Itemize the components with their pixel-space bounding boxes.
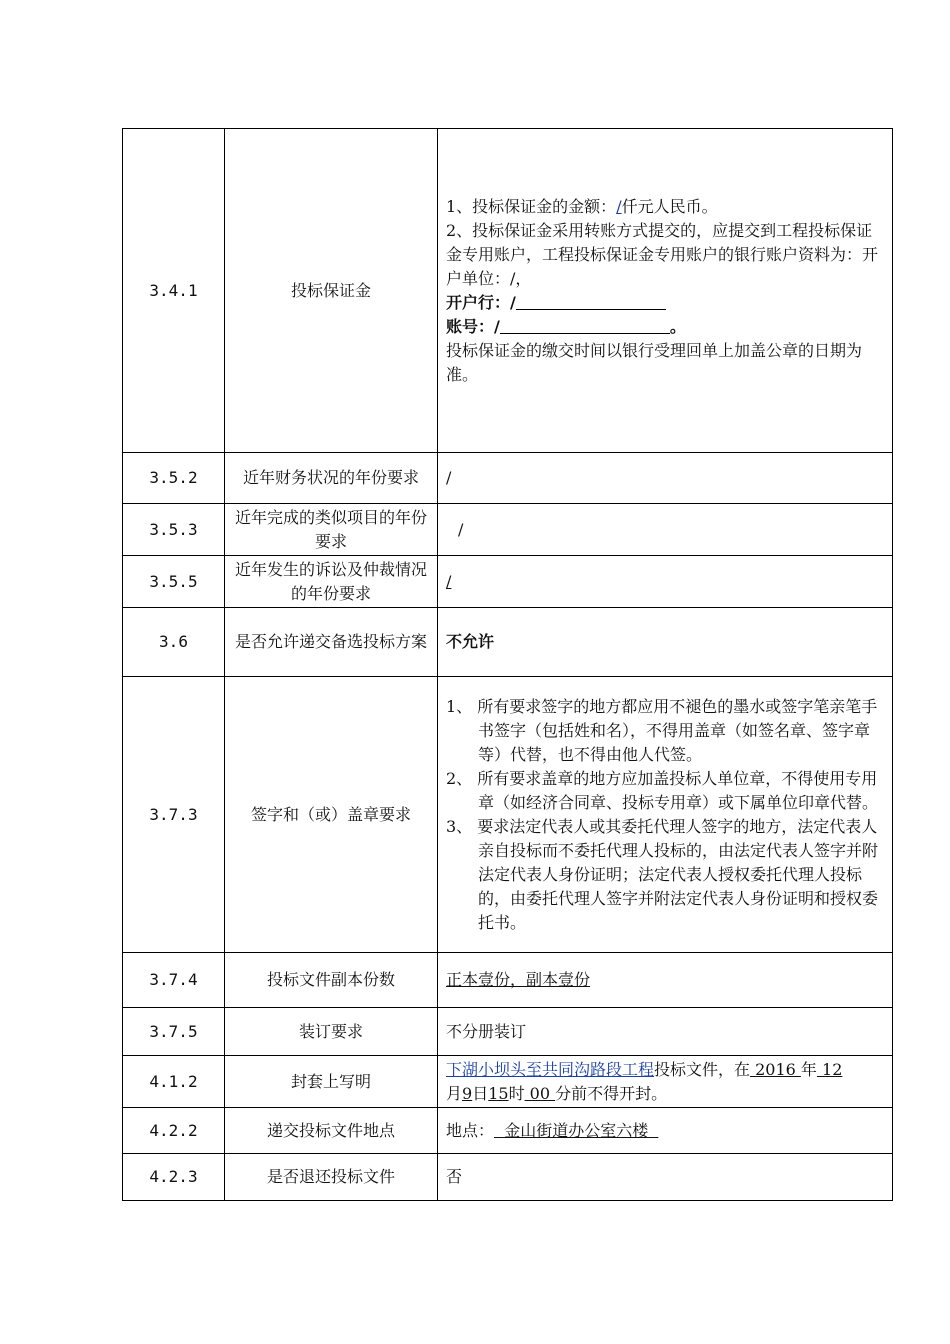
bid-bond-transfer-text: 2、投标保证金采用转账方式提交的，应提交到工程投标保证金专用账户，工程投标保证金专用账户的银行账户资料为：开户单位：/， (446, 220, 879, 288)
text-span: 时 (508, 1083, 525, 1103)
clause-label: 是否退还投标文件 (225, 1154, 438, 1201)
minute-value: 00 (524, 1083, 556, 1103)
month-value: 12 (816, 1059, 843, 1079)
clause-label: 近年完成的类似项目的年份要求 (225, 504, 438, 556)
location-label: 地点： (446, 1120, 495, 1140)
clause-number: 3.7.3 (123, 677, 225, 953)
clause-value: / (438, 556, 893, 608)
clause-value: / (438, 453, 893, 504)
clause-label: 装订要求 (225, 1008, 438, 1056)
tender-data-table (122, 128, 893, 1201)
year-value: 2016 (750, 1059, 801, 1079)
text-span: 日 (472, 1083, 489, 1103)
clause-number: 4.2.2 (123, 1108, 225, 1154)
clause-content (438, 1108, 893, 1154)
text-span: 年 (800, 1059, 817, 1079)
clause-label: 是否允许递交备选投标方案 (225, 608, 438, 677)
account-label: 账号： (446, 316, 495, 336)
clause-value: 不分册装订 (438, 1008, 893, 1056)
clause-number: 3.5.2 (123, 453, 225, 504)
hour-value: 15 (488, 1083, 509, 1103)
list-item: 2、 所有要求盖章的地方应加盖投标人单位章，不得使用专用章（如经济合同章、投标专用章）或下属单位印章代替。 (446, 768, 879, 812)
clause-label: 递交投标文件地点 (225, 1108, 438, 1154)
blank-underline (500, 317, 670, 334)
table-row (123, 1056, 893, 1108)
clause-number: 3.5.3 (123, 504, 225, 556)
table-row (123, 1108, 893, 1154)
table-row (123, 1154, 893, 1201)
bank-line (446, 291, 884, 315)
blank-underline (516, 293, 666, 310)
table-row (123, 953, 893, 1008)
clause-label: 近年财务状况的年份要求 (225, 453, 438, 504)
clause-number: 4.2.3 (123, 1154, 225, 1201)
account-value: / (494, 316, 500, 336)
payment-time-text: 投标保证金的缴交时间以银行受理回单上加盖公章的日期为准。 (446, 340, 863, 384)
text-span: 投标文件，在 (654, 1059, 751, 1079)
text-span: 仟元人民币。 (621, 196, 718, 216)
table-row (123, 129, 893, 453)
clause-value: 不允许 (438, 608, 893, 677)
bid-bond-amount-line (446, 195, 884, 219)
signature-requirements-list (446, 695, 884, 935)
table-row (123, 504, 893, 556)
project-name-link[interactable]: 下湖小坝头至共同沟路段工程 (446, 1059, 655, 1079)
bank-value: / (510, 292, 516, 312)
location-value: 金山街道办公室六楼 (494, 1120, 659, 1140)
clause-label: 投标保证金 (225, 129, 438, 453)
bank-label: 开户行： (446, 292, 511, 312)
amount-value: / (616, 196, 622, 216)
table-row (123, 1008, 893, 1056)
clause-label: 签字和（或）盖章要求 (225, 677, 438, 953)
clause-content (438, 129, 893, 453)
text-span: 1、投标保证金的金额： (446, 196, 617, 216)
clause-value: / (438, 504, 893, 556)
clause-label: 封套上写明 (225, 1056, 438, 1108)
clause-number: 3.4.1 (123, 129, 225, 453)
clause-content (438, 1056, 893, 1108)
list-item: 1、 所有要求签字的地方都应用不褪色的墨水或签字笔亲笔手书签字（包括姓和名），不得用盖章（如签名章、签字章等）代替，也不得由他人代签。 (446, 696, 878, 764)
table-row (123, 608, 893, 677)
copies-value: 正本壹份，副本壹份 (446, 970, 591, 989)
table-row (123, 677, 893, 953)
list-item: 3、 要求法定代表人或其委托代理人签字的地方，法定代表人亲自投标而不委托代理人投标的，由法定代表人签字并附法定代表人身份证明；法定代表人授权委托代理人投标的，由委托代理人签字并附法定代表人身份证明和授权委托书。 (446, 816, 879, 932)
clause-content (438, 677, 893, 953)
clause-value: 否 (438, 1154, 893, 1201)
table-row (123, 453, 893, 504)
clause-label: 投标文件副本份数 (225, 953, 438, 1008)
account-line (446, 315, 884, 339)
text-span: 分前不得开封。 (555, 1083, 668, 1103)
text-span: 。 (669, 316, 686, 336)
clause-number: 3.5.5 (123, 556, 225, 608)
day-value: 9 (462, 1083, 473, 1103)
clause-number: 3.7.4 (123, 953, 225, 1008)
clause-number: 4.1.2 (123, 1056, 225, 1108)
clause-value (438, 953, 893, 1008)
text-span: 月 (446, 1083, 463, 1103)
clause-label: 近年发生的诉讼及仲裁情况的年份要求 (225, 556, 438, 608)
table-row (123, 556, 893, 608)
clause-number: 3.6 (123, 608, 225, 677)
clause-number: 3.7.5 (123, 1008, 225, 1056)
